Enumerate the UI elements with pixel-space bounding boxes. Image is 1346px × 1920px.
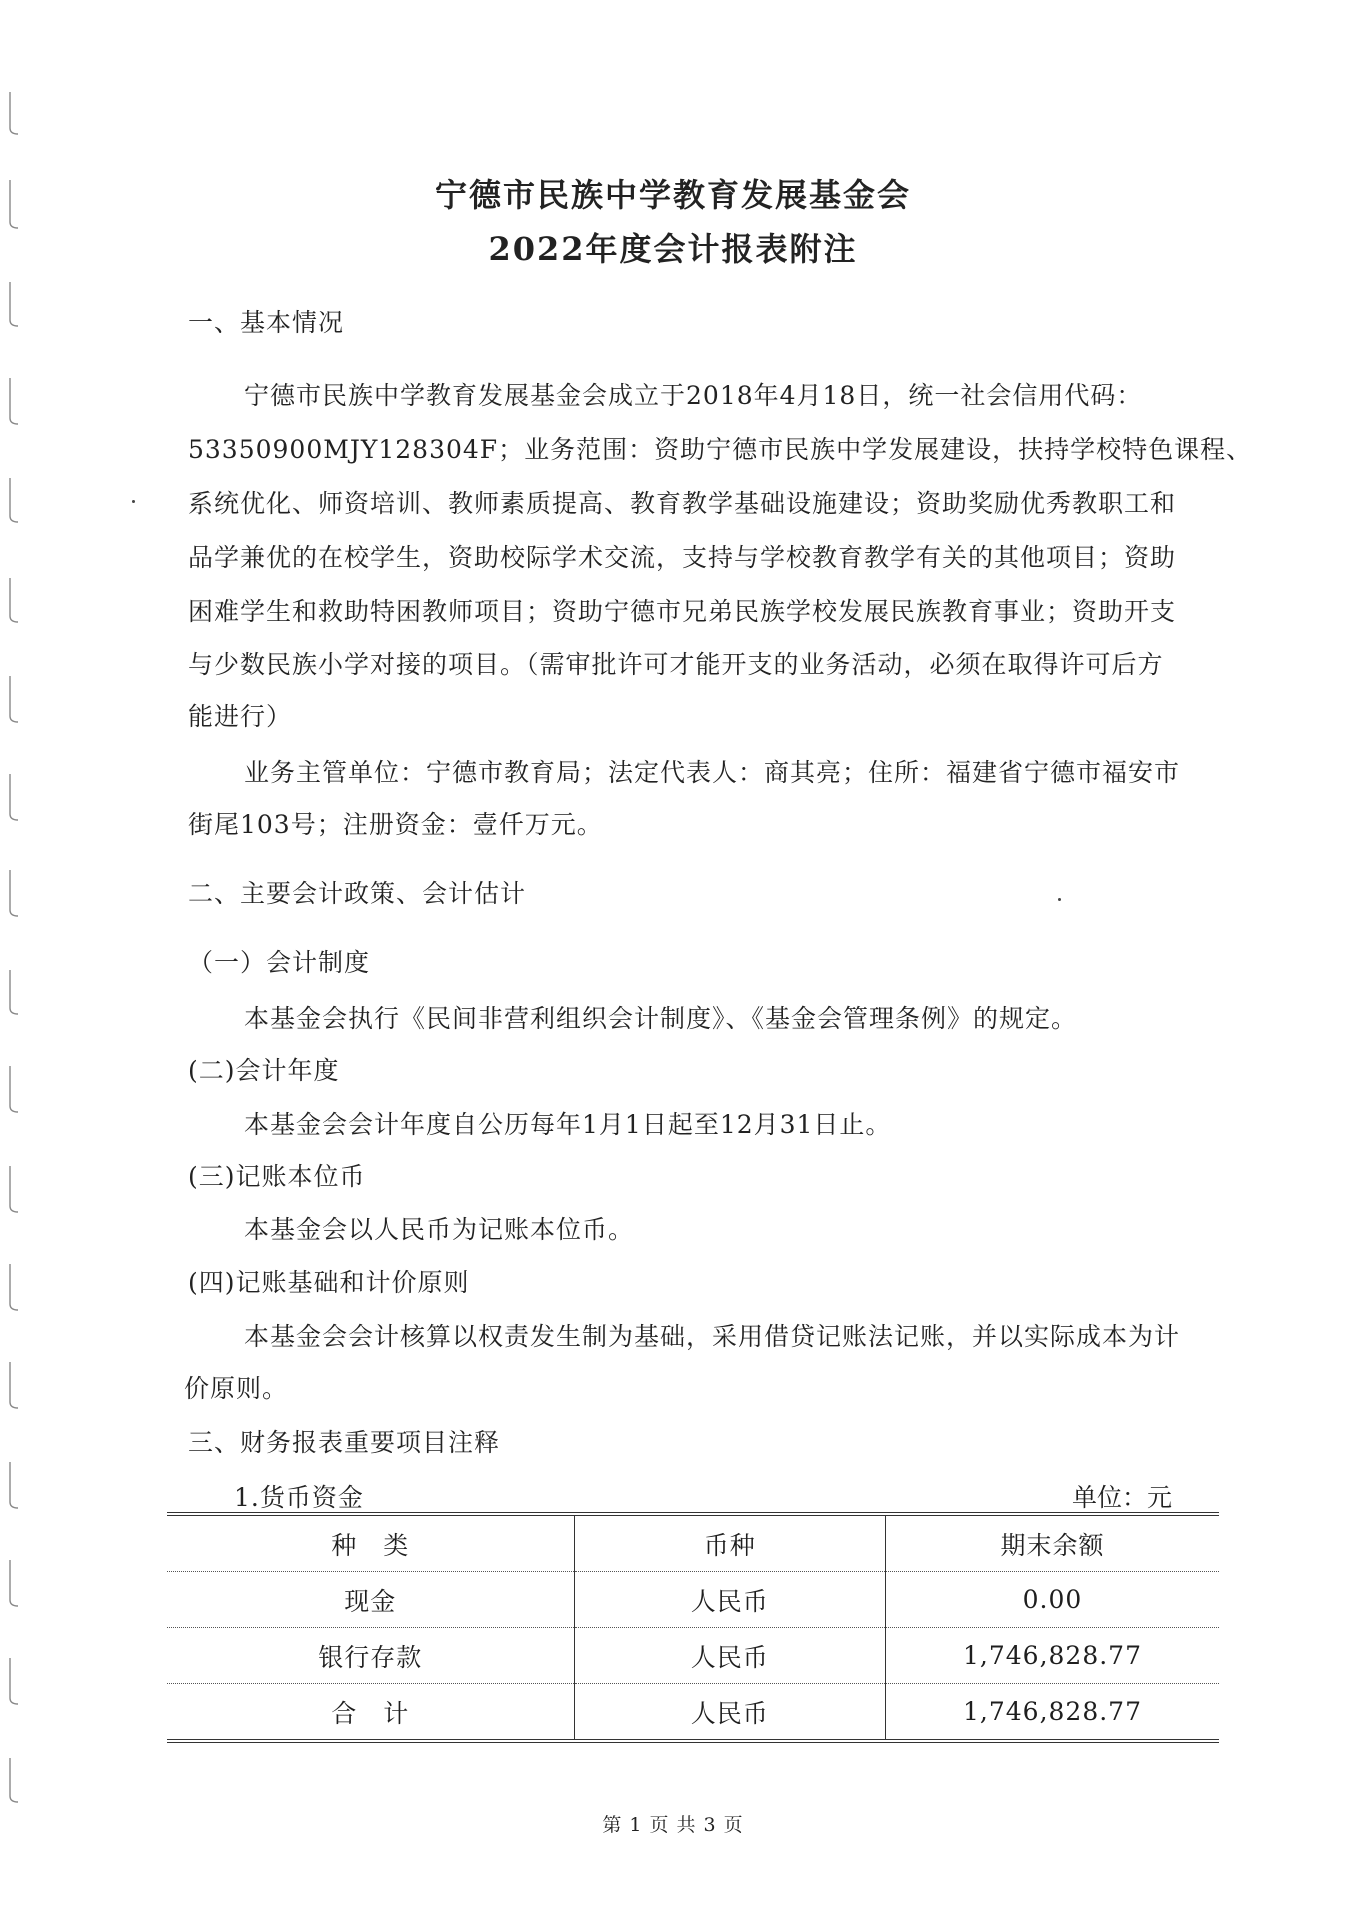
table-row [167, 1572, 1219, 1628]
subsection-heading: (二)会计年度 [188, 1056, 340, 1085]
paragraph-line: 价原则。 [184, 1374, 289, 1403]
paragraph-line: 与少数民族小学对接的项目。（需审批许可才能开支的业务活动，必须在取得许可后方 [188, 650, 1164, 679]
table-row [167, 1684, 1219, 1742]
table-header-cell: 期末余额 [886, 1514, 1220, 1572]
paragraph-line: 本基金会会计年度自公历每年1月1日起至12月31日止。 [244, 1110, 892, 1139]
paragraph-line: 系统优化、师资培训、教师素质提高、教育教学基础设施建设；资助奖励优秀教职工和 [188, 489, 1177, 518]
table-cell: 0.00 [886, 1572, 1220, 1628]
table-header-cell: 种 类 [167, 1514, 574, 1572]
table-cell: 人民币 [574, 1572, 885, 1628]
table-cell: 银行存款 [167, 1628, 574, 1684]
table-row [167, 1628, 1219, 1684]
table-header-cell: 币种 [574, 1514, 885, 1572]
subsection-heading: (三)记账本位币 [188, 1162, 366, 1191]
table-cell: 人民币 [574, 1628, 885, 1684]
paragraph-line: 宁德市民族中学教育发展基金会成立于2018年4月18日，统一社会信用代码： [244, 381, 1143, 410]
table-cell: 人民币 [574, 1684, 885, 1742]
paragraph-line: 困难学生和救助特困教师项目；资助宁德市兄弟民族学校发展民族教育事业；资助开支 [188, 597, 1177, 626]
document-title-line2: 2022年度会计报表附注 [488, 230, 858, 268]
paragraph-line: 53350900MJY128304F；业务范围：资助宁德市民族中学发展建设，扶持学校特色课程、 [188, 435, 1253, 464]
cash-table [167, 1512, 1219, 1743]
item-heading: 1.货币资金 [234, 1483, 364, 1512]
section-heading-2: 二、主要会计政策、会计估计 [188, 879, 527, 908]
paragraph-line: 街尾103号；注册资金：壹仟万元。 [188, 810, 603, 839]
paragraph-line: 业务主管单位：宁德市教育局；法定代表人：商其亮；住所：福建省宁德市福安市 [244, 758, 1181, 787]
paragraph-line: 本基金会以人民币为记账本位币。 [244, 1215, 635, 1244]
paragraph-line: 本基金会执行《民间非营利组织会计制度》、《基金会管理条例》的规定。 [244, 1004, 1078, 1033]
table-unit-label: 单位：元 [1072, 1483, 1173, 1512]
table-cell: 1,746,828.77 [886, 1628, 1220, 1684]
paragraph-line: 本基金会会计核算以权责发生制为基础，采用借贷记账法记账，并以实际成本为计 [244, 1322, 1181, 1351]
paragraph-line: 品学兼优的在校学生，资助校际学术交流，支持与学校教育教学有关的其他项目；资助 [188, 543, 1177, 572]
subsection-heading: （一）会计制度 [188, 948, 371, 977]
document-title-line1: 宁德市民族中学教育发展基金会 [434, 176, 911, 214]
table-cell: 合 计 [331, 1698, 410, 1728]
scan-speck [1058, 898, 1061, 901]
section-heading-1: 一、基本情况 [188, 308, 345, 337]
table-header-row [167, 1514, 1219, 1572]
scan-speck [132, 500, 135, 503]
subsection-heading: (四)记账基础和计价原则 [188, 1268, 470, 1297]
section-heading-3: 三、财务报表重要项目注释 [188, 1428, 501, 1457]
page-number-footer: 第 1 页 共 3 页 [602, 1814, 744, 1836]
table-cell: 现金 [167, 1572, 574, 1628]
table-cell: 1,746,828.77 [886, 1684, 1220, 1742]
paragraph-line: 能进行） [188, 702, 293, 731]
